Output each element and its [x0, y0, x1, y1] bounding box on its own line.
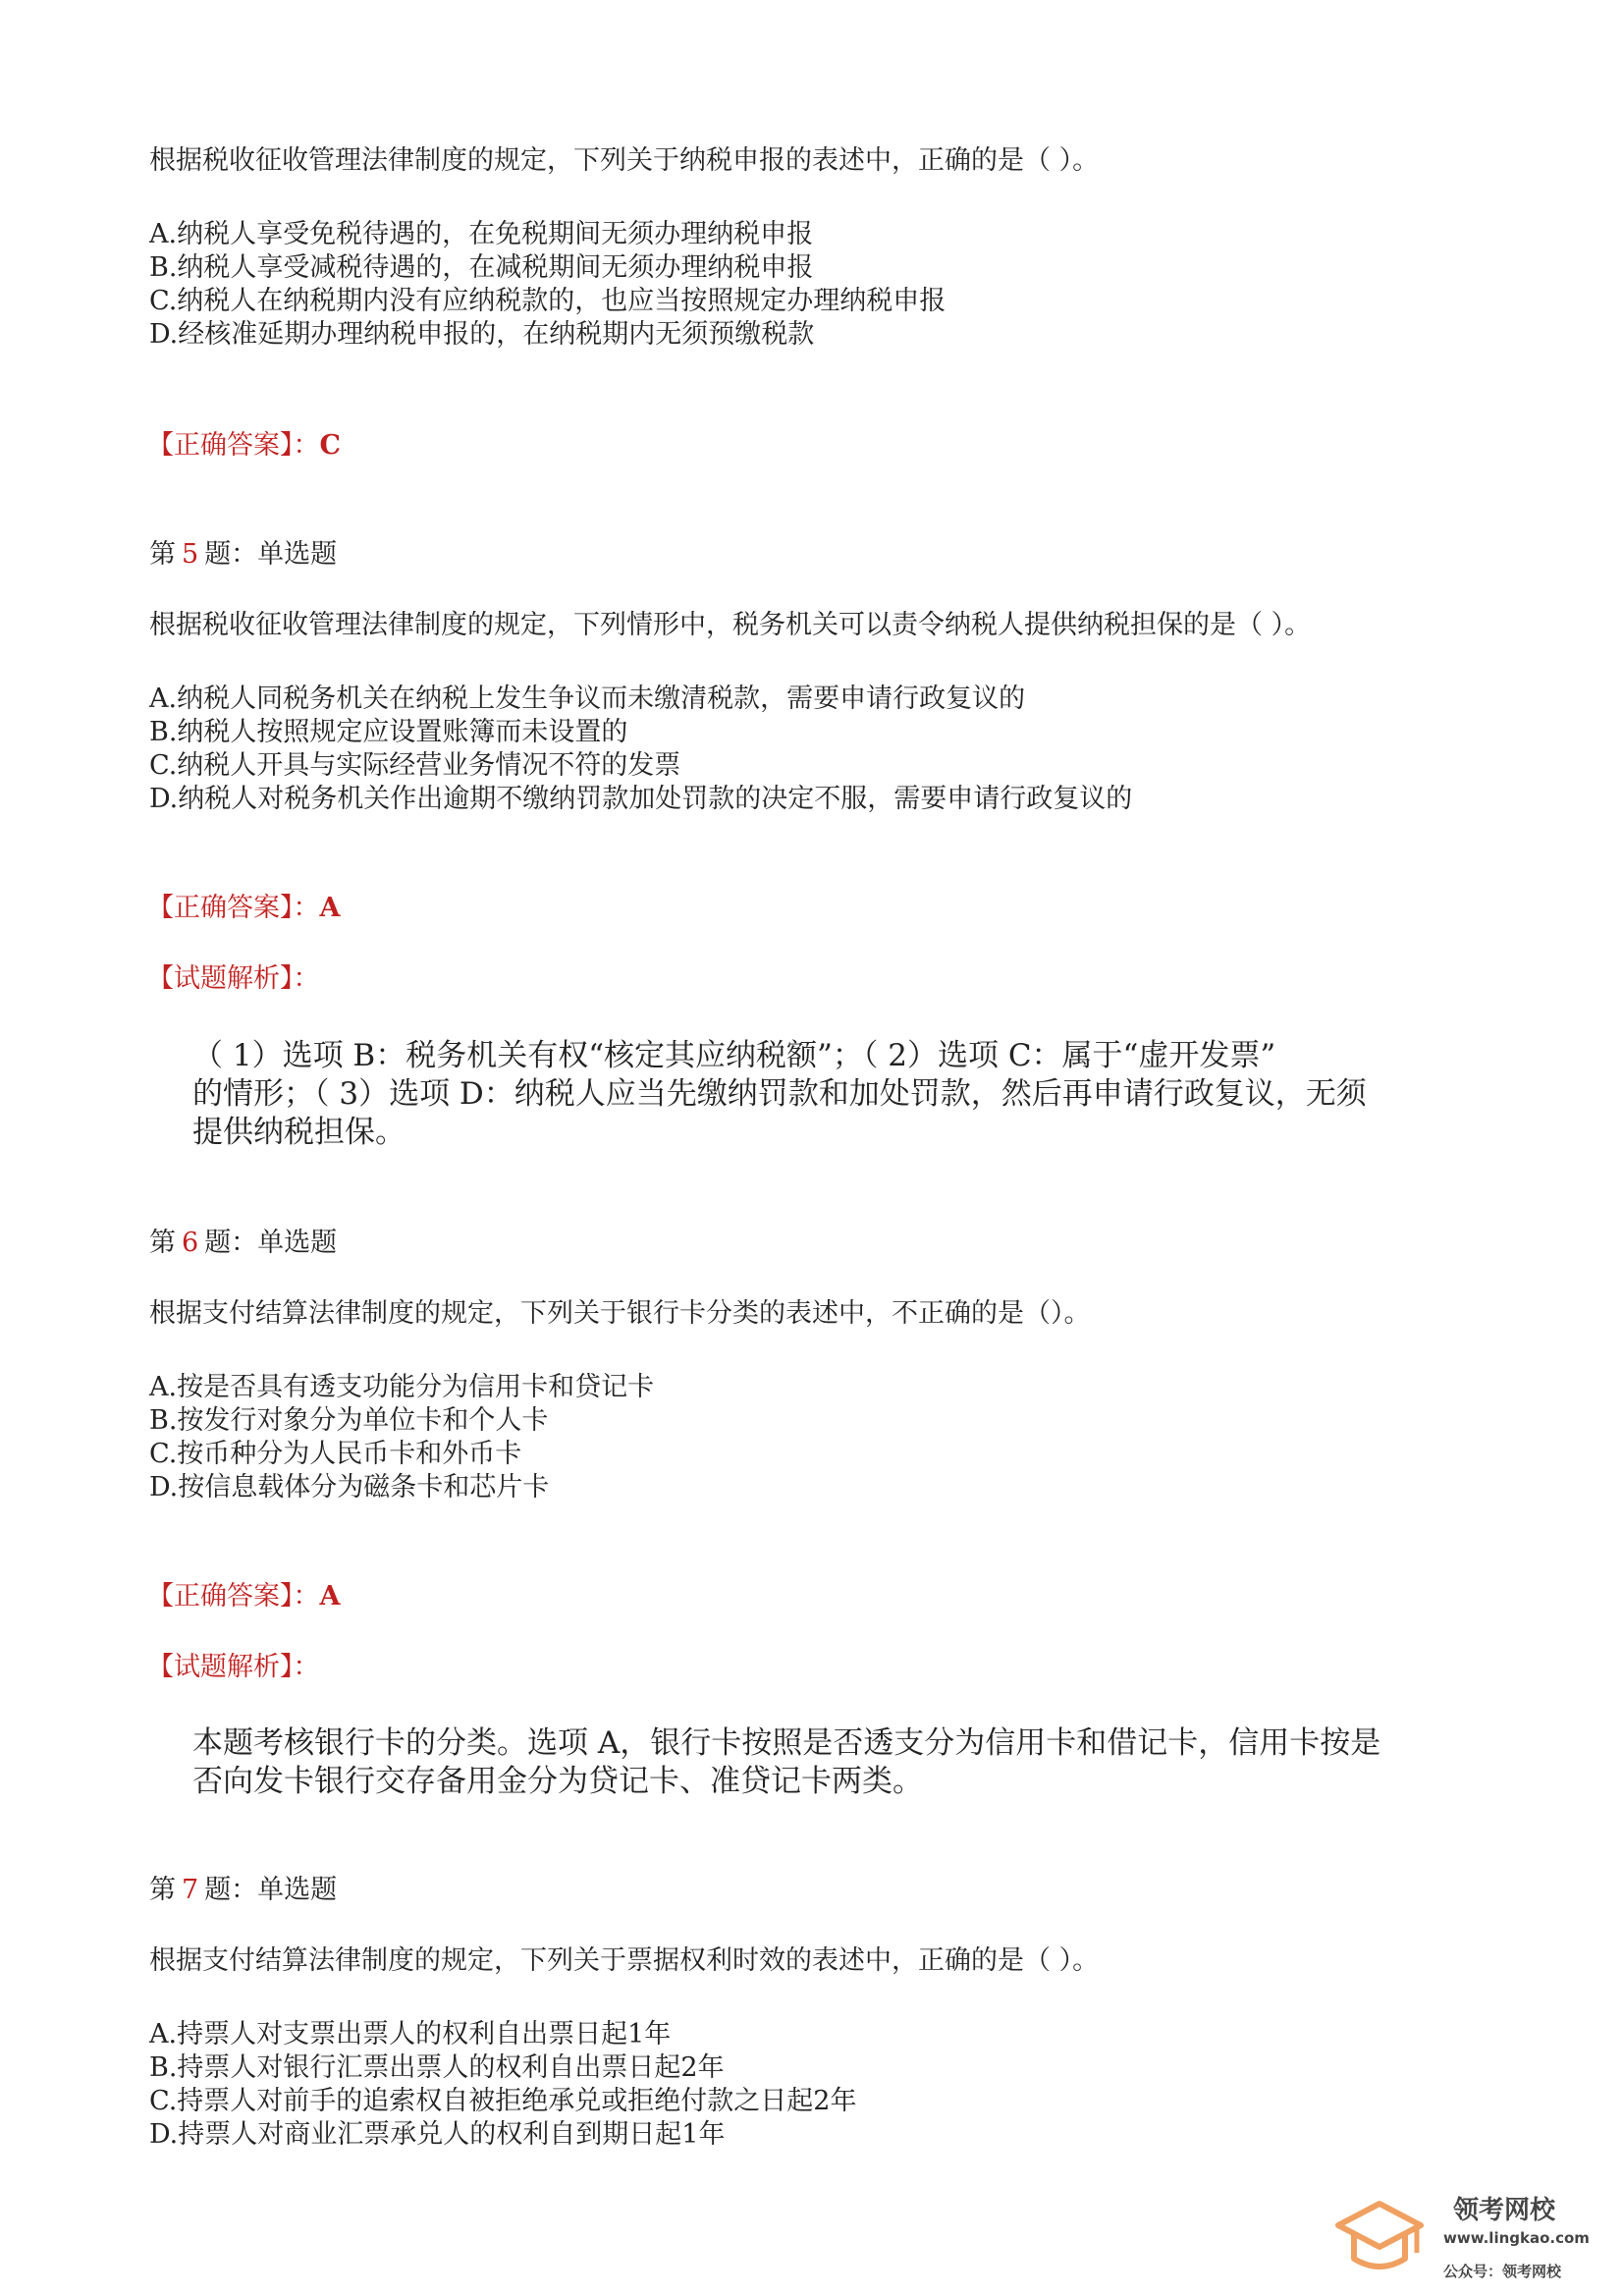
q5-option-d: D.纳税人对税务机关作出逾期不缴纳罚款加处罚款的决定不服，需要申请行政复议的: [149, 784, 1133, 814]
q5-option-a: A.纳税人同税务机关在纳税上发生争议而未缴清税款，需要申请行政复议的: [149, 683, 1026, 714]
q6-answer: 【正确答案】：A: [147, 1581, 341, 1612]
q6-analysis-label: 【试题解析】：: [147, 1652, 320, 1682]
q6-heading: 第 6 题：单选题: [149, 1228, 338, 1258]
q6-analysis-line: 本题考核银行卡的分类。选项 A，银行卡按照是否透支分为信用卡和借记卡，信用卡按是: [192, 1725, 1381, 1761]
q4-option-c: C.纳税人在纳税期内没有应纳税款的，也应当按照规定办理纳税申报: [149, 286, 947, 316]
q5-analysis-line: （ 1）选项 B：税务机关有权“核定其应纳税额”；（ 2）选项 C：属于“虚开发票”: [192, 1038, 1276, 1073]
graduation-cap-icon: [1330, 2192, 1429, 2282]
q7-option-b: B.持票人对银行汇票出票人的权利自出票日起2年: [149, 2052, 725, 2083]
q6-option-b: B.按发行对象分为单位卡和个人卡: [149, 1405, 549, 1436]
q4-stem: 根据税收征收管理法律制度的规定，下列关于纳税申报的表述中，正确的是（ ）。: [149, 145, 1100, 176]
q7-stem: 根据支付结算法律制度的规定，下列关于票据权利时效的表述中，正确的是（ ）。: [149, 1945, 1100, 1976]
q5-analysis-line: 提供纳税担保。: [192, 1115, 406, 1150]
q4-option-b: B.纳税人享受减税待遇的，在减税期间无须办理纳税申报: [149, 252, 814, 283]
q7-option-c: C.持票人对前手的追索权自被拒绝承兑或拒绝付款之日起2年: [149, 2086, 857, 2116]
q6-option-a: A.按是否具有透支功能分为信用卡和贷记卡: [149, 1372, 655, 1402]
q4-option-d: D.经核准延期办理纳税申报的，在纳税期内无须预缴税款: [149, 319, 815, 350]
q4-answer: 【正确答案】：C: [147, 430, 341, 461]
q4-option-a: A.纳税人享受免税待遇的，在免税期间无须办理纳税申报: [149, 219, 814, 249]
q6-option-d: D.按信息载体分为磁条卡和芯片卡: [149, 1472, 550, 1503]
logo-url: www.lingkao.com: [1443, 2229, 1590, 2247]
q5-analysis-label: 【试题解析】：: [147, 963, 320, 994]
q5-stem: 根据税收征收管理法律制度的规定，下列情形中，税务机关可以责令纳税人提供纳税担保的是（ ）。: [149, 610, 1312, 640]
q7-option-a: A.持票人对支票出票人的权利自出票日起1年: [149, 2019, 672, 2050]
logo-wechat: 公众号：领考网校: [1443, 2263, 1562, 2280]
q5-option-b: B.纳税人按照规定应设置账簿而未设置的: [149, 717, 628, 747]
q7-option-d: D.持票人对商业汇票承兑人的权利自到期日起1年: [149, 2119, 726, 2150]
q6-option-c: C.按币种分为人民币卡和外币卡: [149, 1439, 522, 1469]
q5-heading: 第 5 题：单选题: [149, 539, 338, 570]
lingkao-logo: [1330, 2182, 1590, 2292]
q6-analysis-line: 否向发卡银行交存备用金分为贷记卡、准贷记卡两类。: [192, 1764, 923, 1799]
logo-name: 领考网校: [1453, 2196, 1556, 2225]
q6-stem: 根据支付结算法律制度的规定，下列关于银行卡分类的表述中，不正确的是（）。: [149, 1298, 1091, 1329]
q7-heading: 第 7 题：单选题: [149, 1875, 338, 1905]
q5-answer: 【正确答案】：A: [147, 893, 341, 923]
q5-option-c: C.纳税人开具与实际经营业务情况不符的发票: [149, 750, 681, 781]
q5-analysis-line: 的情形；（ 3）选项 D：纳税人应当先缴纳罚款和加处罚款，然后再申请行政复议，无须: [192, 1076, 1367, 1112]
